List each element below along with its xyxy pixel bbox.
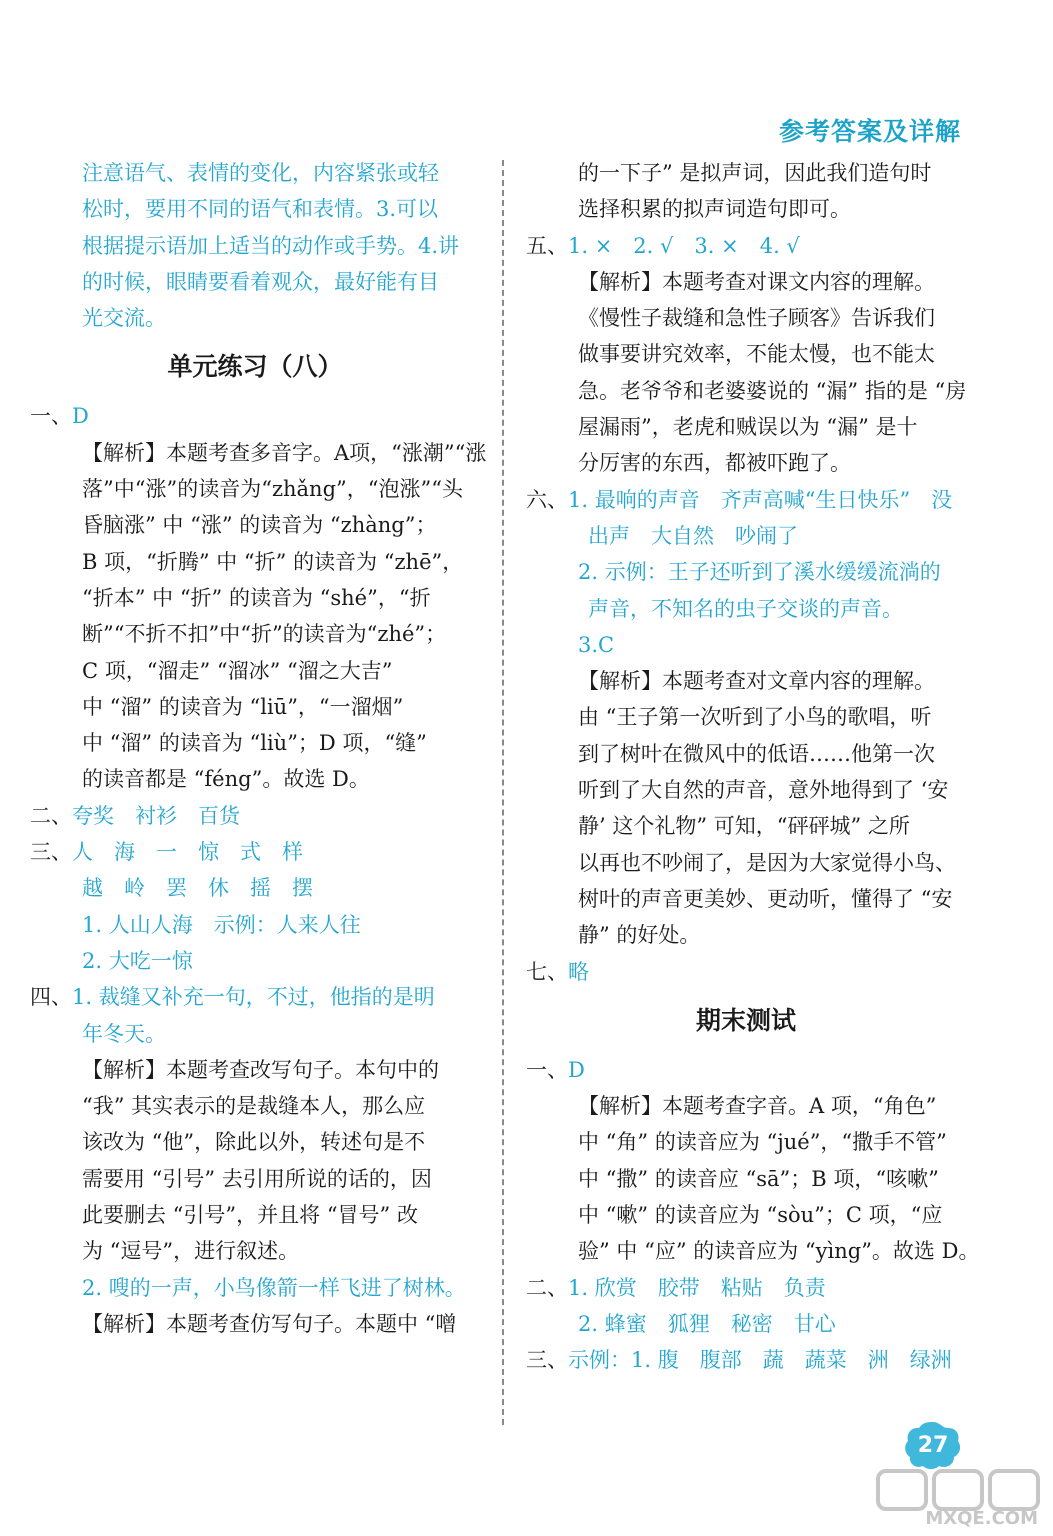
text-line — [30, 870, 480, 906]
answer-text: 3.C — [578, 632, 615, 657]
explanation-text: 验” 中 “应” 的读音应为 “yìng”。故选 D。 — [578, 1239, 980, 1264]
text-line — [30, 979, 480, 1015]
text-line — [526, 1197, 966, 1233]
answer-text: 2. 蜂蜜 狐狸 秘密 甘心 — [578, 1311, 836, 1336]
explanation-text: B 项，“折腾” 中 “折” 的读音为 “zhē”， — [82, 549, 464, 574]
answer-text: 光交流。 — [82, 306, 166, 331]
answer-text: 出声 大自然 吵闹了 — [588, 523, 798, 548]
explanation-text: 屋漏雨”，老虎和贼误以为 “漏” 是十 — [578, 415, 918, 440]
text-line — [30, 943, 480, 979]
answer-text: 略 — [568, 959, 589, 984]
text-line — [30, 616, 480, 652]
text-line — [526, 155, 966, 191]
text-line — [30, 228, 480, 264]
text-line — [30, 1270, 480, 1306]
text-line — [526, 1088, 966, 1124]
answer-text: 人 海 一 惊 式 样 — [72, 840, 303, 865]
text-line — [526, 591, 966, 627]
text-line — [526, 409, 966, 445]
answer-text: 1. 欣赏 胶带 粘贴 负责 — [568, 1275, 826, 1300]
answer-text: D — [72, 404, 89, 429]
text-line — [526, 1270, 966, 1306]
explanation-text: 到了树叶在微风中的低语……他第一次 — [578, 741, 935, 766]
answer-text: 松时，要用不同的语气和表情。3.可以 — [82, 197, 439, 222]
text-line — [526, 772, 966, 808]
explanation-text: 做事要讲究效率，不能太慢，也不能太 — [578, 342, 935, 367]
explanation-text: 选择积累的拟声词造句即可。 — [578, 197, 851, 222]
text-line — [30, 1306, 480, 1342]
text-line — [30, 264, 480, 300]
answer-text: 1. 最响的声音 齐声高喊“生日快乐” 没 — [568, 487, 953, 512]
watermark-logo — [868, 1465, 1048, 1535]
explanation-text: 中 “溜” 的读音为 “liù”；D 项，“缝” — [82, 731, 427, 756]
question-number: 二、 — [30, 803, 72, 828]
explanation-text: 【解析】本题考查改写句子。本句中的 — [82, 1057, 439, 1082]
explanation-text: 以再也不吵闹了，是因为大家觉得小鸟、 — [578, 850, 956, 875]
answer-text: D — [568, 1057, 585, 1082]
explanation-text: 中 “嗽” 的读音应为 “sòu”；C 项，“应 — [578, 1203, 943, 1228]
text-line — [526, 1124, 966, 1160]
explanation-text: “折本” 中 “折” 的读音为 “shé”，“折 — [82, 585, 431, 610]
text-line — [526, 445, 966, 481]
answer-text: 1. × 2. √ 3. × 4. √ — [568, 233, 800, 258]
section-header-title: 参考答案及详解 — [778, 117, 961, 146]
question-number: 六、 — [526, 487, 568, 512]
answer-text: 声音，不知名的虫子交谈的声音。 — [588, 596, 903, 621]
explanation-text: 需要用 “引号” 去引用所说的话的，因 — [82, 1166, 432, 1191]
answer-text: 1. 人山人海 示例：人来人往 — [82, 912, 361, 937]
explanation-text: 急。老爷爷和老婆婆说的 “漏” 指的是 “房 — [578, 378, 967, 403]
text-line — [526, 736, 966, 772]
text-line — [526, 699, 966, 735]
text-line — [30, 398, 480, 434]
explanation-text: 分厉害的东西，都被吓跑了。 — [578, 451, 851, 476]
text-line — [30, 580, 480, 616]
explanation-text: C 项，“溜走” “溜冰” “溜之大吉” — [82, 658, 393, 683]
text-line — [30, 798, 480, 834]
explanation-text: “我” 其实表示的是裁缝本人，那么应 — [82, 1094, 426, 1119]
question-number: 五、 — [526, 233, 568, 258]
page-number: 27 — [917, 1432, 949, 1458]
text-line — [526, 1306, 966, 1342]
explanation-text: 由 “王子第一次听到了小鸟的歌唱，听 — [578, 705, 932, 730]
text-line — [526, 373, 966, 409]
question-number: 四、 — [30, 985, 72, 1010]
explanation-text: 的一下子” 是拟声词，因此我们造句时 — [578, 161, 932, 185]
text-line — [526, 1342, 966, 1378]
explanation-text: 静” 的好处。 — [578, 923, 701, 948]
answer-text: 2. 大吃一惊 — [82, 948, 193, 973]
page-number-badge — [904, 1420, 962, 1470]
text-line — [30, 1161, 480, 1197]
explanation-text: 为 “逗号”，进行叙述。 — [82, 1239, 300, 1264]
answer-text: 2. 嗖的一声，小鸟像箭一样飞进了树林。 — [82, 1275, 466, 1300]
question-number: 三、 — [526, 1348, 568, 1373]
text-line — [526, 917, 966, 953]
explanation-text: 【解析】本题考查对文章内容的理解。 — [578, 669, 935, 694]
text-line — [526, 300, 966, 336]
right-column — [526, 155, 980, 1379]
answer-text: 越 岭 罢 休 摇 摆 — [82, 876, 313, 901]
watermark-text: MXQE.COM — [925, 1508, 1038, 1529]
text-line — [30, 725, 480, 761]
explanation-text: 树叶的声音更美妙、更动听，懂得了 “安 — [578, 886, 953, 911]
question-number: 七、 — [526, 959, 568, 984]
text-line — [30, 1233, 480, 1269]
answer-text: 注意语气、表情的变化，内容紧张或轻 — [82, 161, 439, 185]
text-line — [526, 191, 966, 227]
explanation-text: 的读音都是 “féng”。故选 D。 — [82, 767, 370, 792]
answer-text: 1. 裁缝又补充一句，不过，他指的是明 — [72, 985, 435, 1010]
section-title: 单元练习（八） — [167, 352, 343, 382]
text-line — [30, 300, 480, 336]
text-line — [30, 689, 480, 725]
explanation-text: 中 “撒” 的读音应 “sā”；B 项，“咳嗽” — [578, 1166, 939, 1191]
text-line — [30, 155, 480, 191]
text-line — [30, 1124, 480, 1160]
text-line — [526, 808, 966, 844]
text-line — [30, 761, 480, 797]
answer-text: 根据提示语加上适当的动作或手势。4.讲 — [82, 233, 460, 258]
text-line — [526, 336, 966, 372]
explanation-text: 此要删去 “引号”，并且将 “冒号” 改 — [82, 1203, 418, 1228]
text-line — [30, 471, 480, 507]
section-title: 期末测试 — [695, 1005, 796, 1035]
answer-text: 夸奖 衬衫 百货 — [72, 803, 240, 828]
text-line — [30, 544, 480, 580]
answer-text: 年冬天。 — [82, 1021, 166, 1046]
text-line — [30, 1016, 480, 1052]
text-line — [30, 507, 480, 543]
explanation-text: 【解析】本题考查对课文内容的理解。 — [578, 269, 935, 294]
text-line — [526, 518, 966, 554]
explanation-text: 昏脑涨” 中 “涨” 的读音为 “zhàng”； — [82, 513, 437, 538]
text-line — [526, 1052, 966, 1088]
question-number: 一、 — [30, 404, 72, 429]
answer-text: 2. 示例：王子还听到了溪水缓缓流淌的 — [578, 560, 941, 585]
answer-text: 示例：1. 腹 腹部 蔬 蔬菜 洲 绿洲 — [568, 1348, 952, 1373]
question-number: 二、 — [526, 1275, 568, 1300]
text-line — [526, 1161, 966, 1197]
text-line — [30, 191, 480, 227]
column-divider — [502, 160, 504, 1425]
question-number: 一、 — [526, 1057, 568, 1082]
left-column — [30, 155, 487, 1342]
explanation-text: 【解析】本题考查仿写句子。本题中 “噌 — [82, 1311, 457, 1336]
question-number: 三、 — [30, 840, 72, 865]
text-line — [30, 1052, 480, 1088]
text-line — [30, 653, 480, 689]
text-line — [30, 1197, 480, 1233]
text-line — [526, 554, 966, 590]
text-line — [526, 264, 966, 300]
explanation-text: 断”“不折不扣”中“折”的读音为“zhé”； — [82, 622, 447, 647]
text-line — [30, 1088, 480, 1124]
text-line — [526, 1233, 980, 1269]
text-line — [526, 845, 966, 881]
text-line — [30, 435, 487, 471]
explanation-text: 《慢性子裁缝和急性子顾客》告诉我们 — [578, 306, 935, 331]
explanation-text: 【解析】本题考查多音字。A项，“涨潮”“涨 — [82, 440, 487, 465]
text-line — [526, 663, 966, 699]
text-line — [526, 228, 966, 264]
text-line — [526, 627, 966, 663]
explanation-text: 【解析】本题考查字音。A 项，“角色” — [578, 1094, 937, 1119]
text-line — [526, 954, 966, 990]
text-line — [30, 907, 480, 943]
answer-text: 的时候，眼睛要看着观众，最好能有目 — [82, 269, 439, 294]
explanation-text: 中 “溜” 的读音为 “liū”，“一溜烟” — [82, 694, 404, 719]
explanation-text: 听到了大自然的声音，意外地得到了 ‘安 — [578, 778, 949, 803]
explanation-text: 中 “角” 的读音应为 “jué”，“撒手不管” — [578, 1130, 947, 1155]
text-line — [526, 482, 966, 518]
text-line — [30, 834, 480, 870]
explanation-text: 静’ 这个礼物” 可知，“砰砰城” 之所 — [578, 814, 910, 839]
text-line — [526, 881, 966, 917]
explanation-text: 该改为 “他”，除此以外，转述句是不 — [82, 1130, 426, 1155]
explanation-text: 落”中“涨”的读音为“zhǎng”，“泡涨”“头 — [82, 477, 463, 502]
